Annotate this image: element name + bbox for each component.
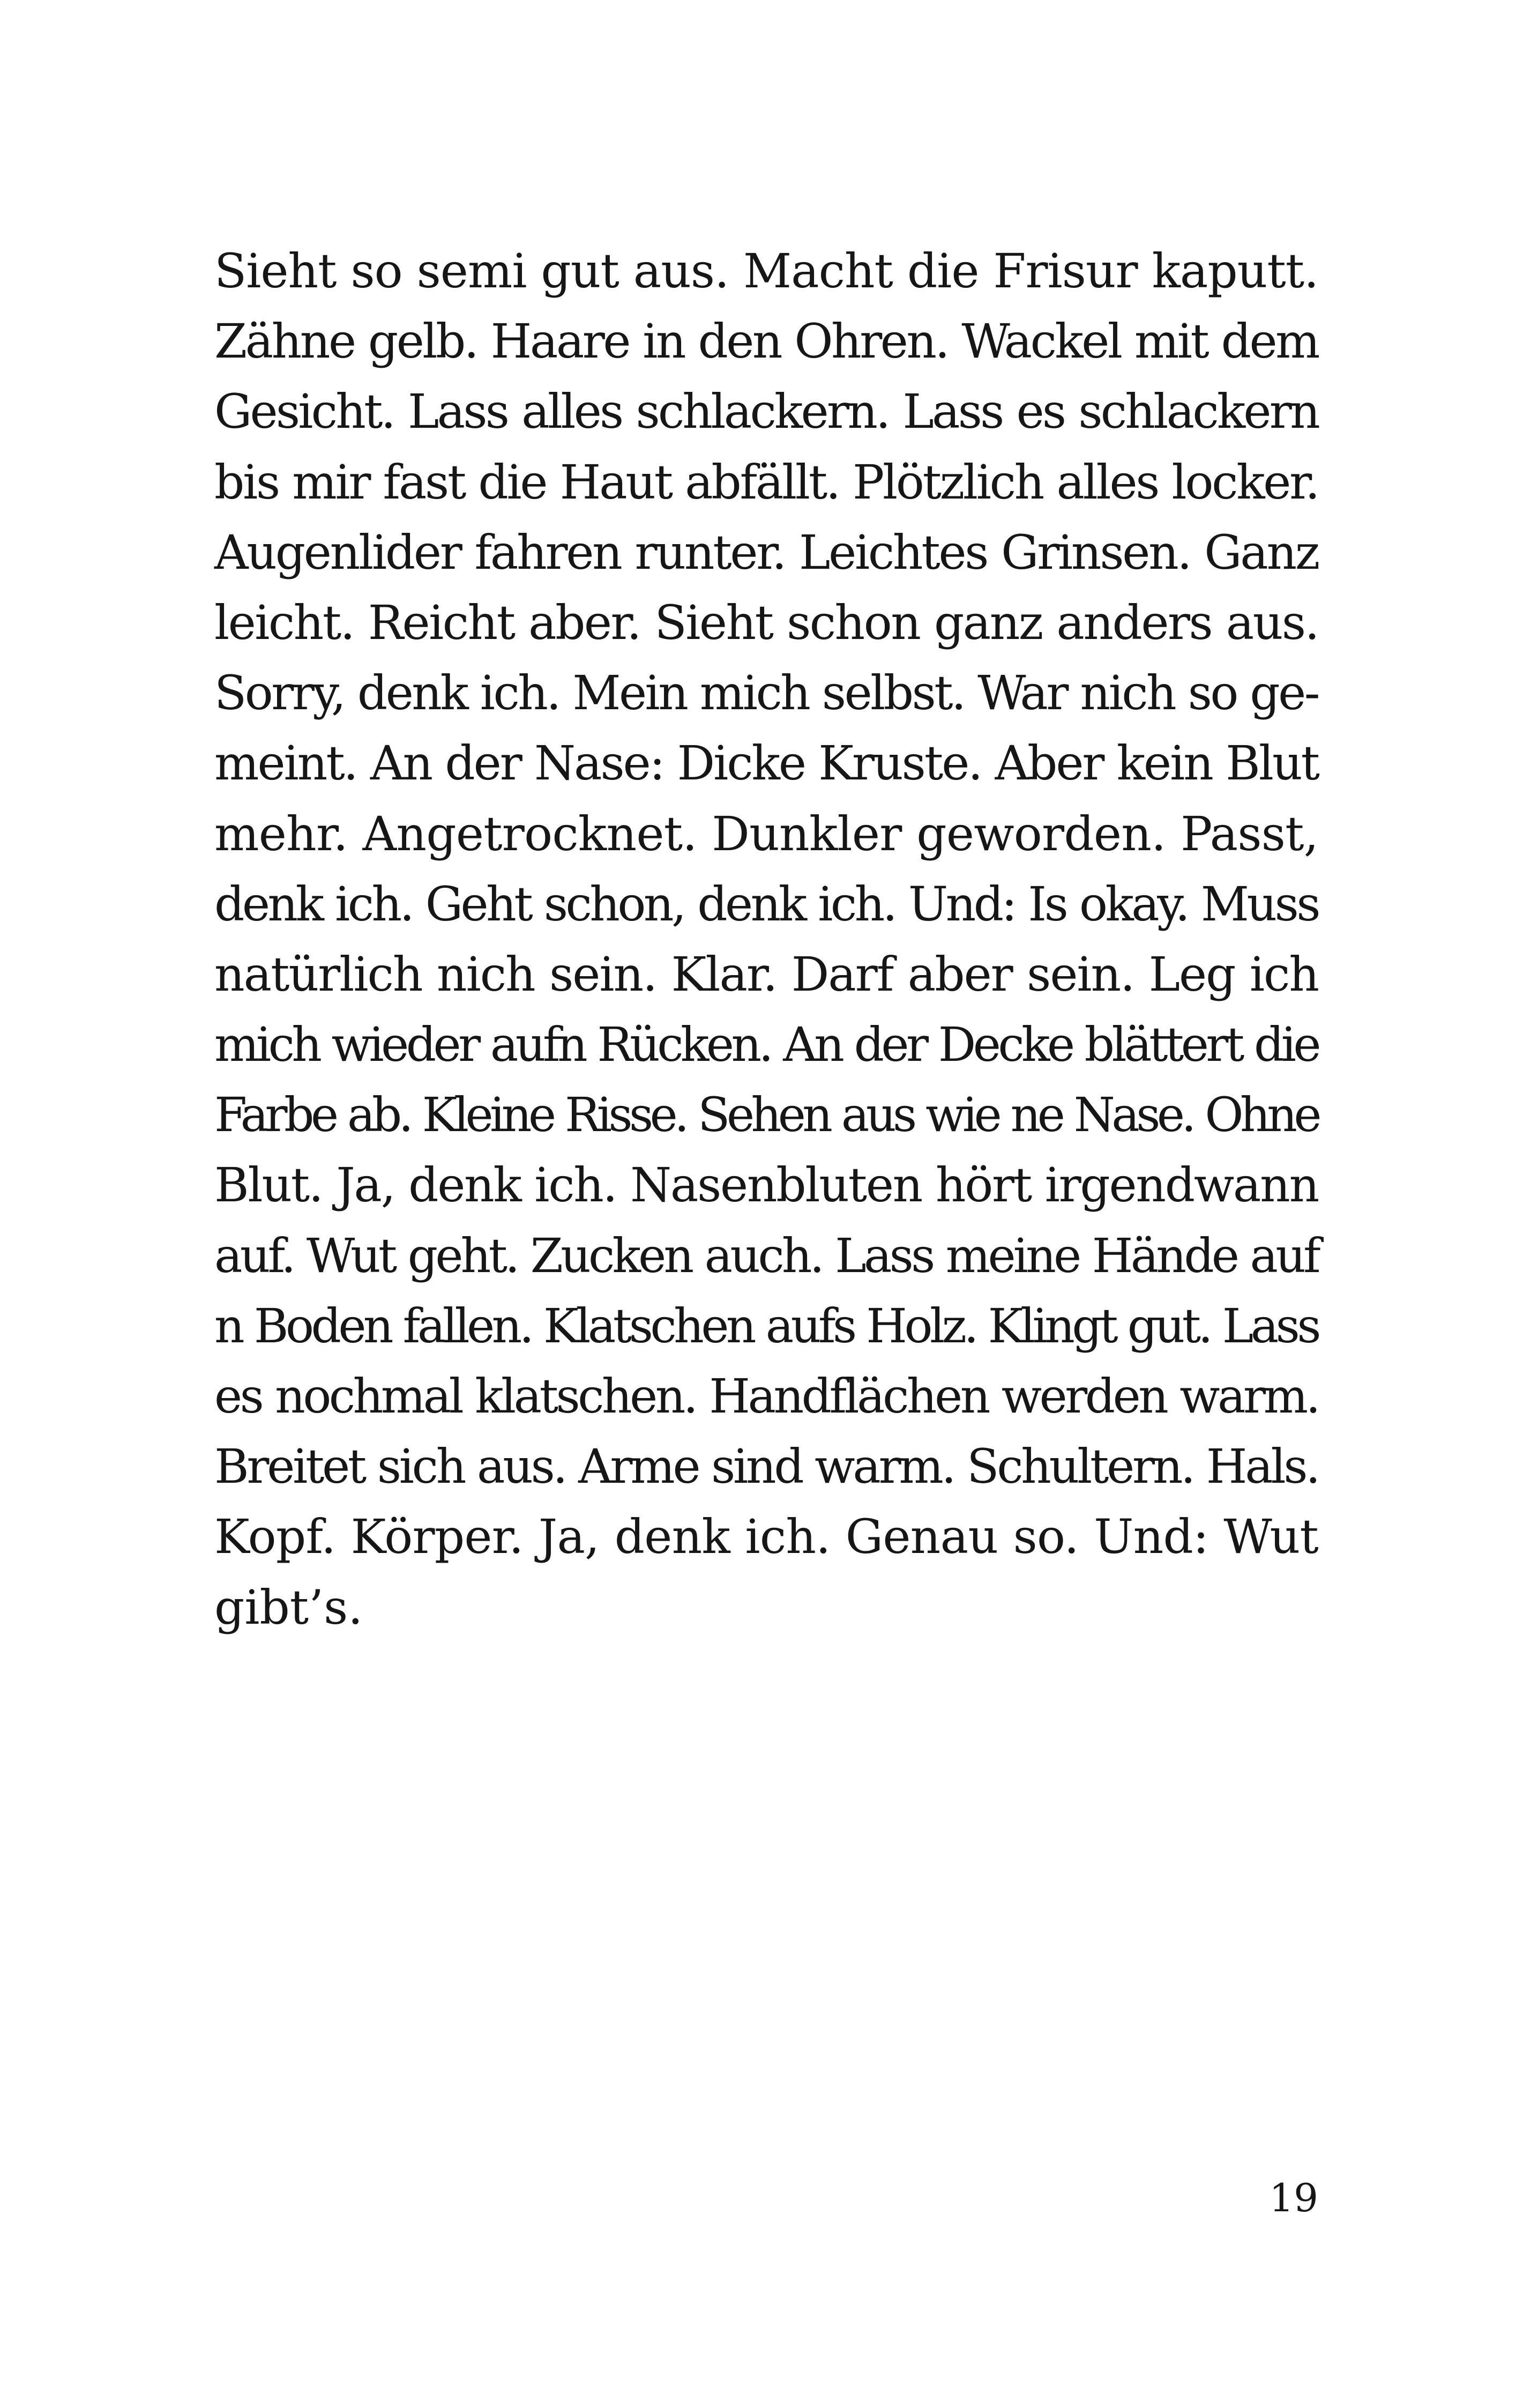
page-number: 19 <box>1269 2175 1318 2220</box>
text-line: meint. An der Nase: Dicke Kruste. Aber kein Blut <box>214 735 1318 791</box>
text-line: Zähne gelb. Haare in den Ohren. Wackel mit dem <box>214 314 1318 369</box>
text-line: denk ich. Geht schon, denk ich. Und: Is okay. Muss <box>214 876 1318 932</box>
text-line: Kopf. Körper. Ja, denk ich. Genau so. Und: Wut <box>214 1509 1318 1565</box>
text-line: Breitet sich aus. Arme sind warm. Schultern. Hals. <box>214 1439 1318 1495</box>
text-line: natürlich nich sein. Klar. Darf aber sein. Leg ich <box>214 946 1318 1002</box>
text-line: auf. Wut geht. Zucken auch. Lass meine Hände auf <box>214 1228 1318 1283</box>
text-line: n Boden fallen. Klatschen aufs Holz. Klingt gut. Lass <box>214 1298 1318 1354</box>
text-line: Gesicht. Lass alles schlackern. Lass es schlackern <box>214 384 1318 440</box>
text-line: mehr. Angetrocknet. Dunkler geworden. Passt, <box>214 806 1318 861</box>
text-line-last: gibt’s. <box>214 1579 363 1635</box>
text-line: bis mir fast die Haut abfällt. Plötzlich alles locker. <box>214 454 1318 510</box>
text-line: mich wieder aufn Rücken. An der Decke blättert die <box>214 1017 1318 1073</box>
text-line: Farbe ab. Kleine Risse. Sehen aus wie ne Nase. Ohne <box>214 1087 1318 1143</box>
text-line: es nochmal klatschen. Handflächen werden warm. <box>214 1369 1318 1424</box>
text-line: Sieht so semi gut aus. Macht die Frisur kaputt. <box>214 243 1319 299</box>
text-line: leicht. Reicht aber. Sieht schon ganz anders aus. <box>214 594 1318 650</box>
text-line: Blut. Ja, denk ich. Nasenbluten hört irgendwann <box>214 1157 1318 1213</box>
text-line: Sorry, denk ich. Mein mich selbst. War nich so ge- <box>214 665 1318 721</box>
text-line: Augenlider fahren runter. Leichtes Grinsen. Ganz <box>214 524 1318 580</box>
body-text <box>214 236 1318 1643</box>
